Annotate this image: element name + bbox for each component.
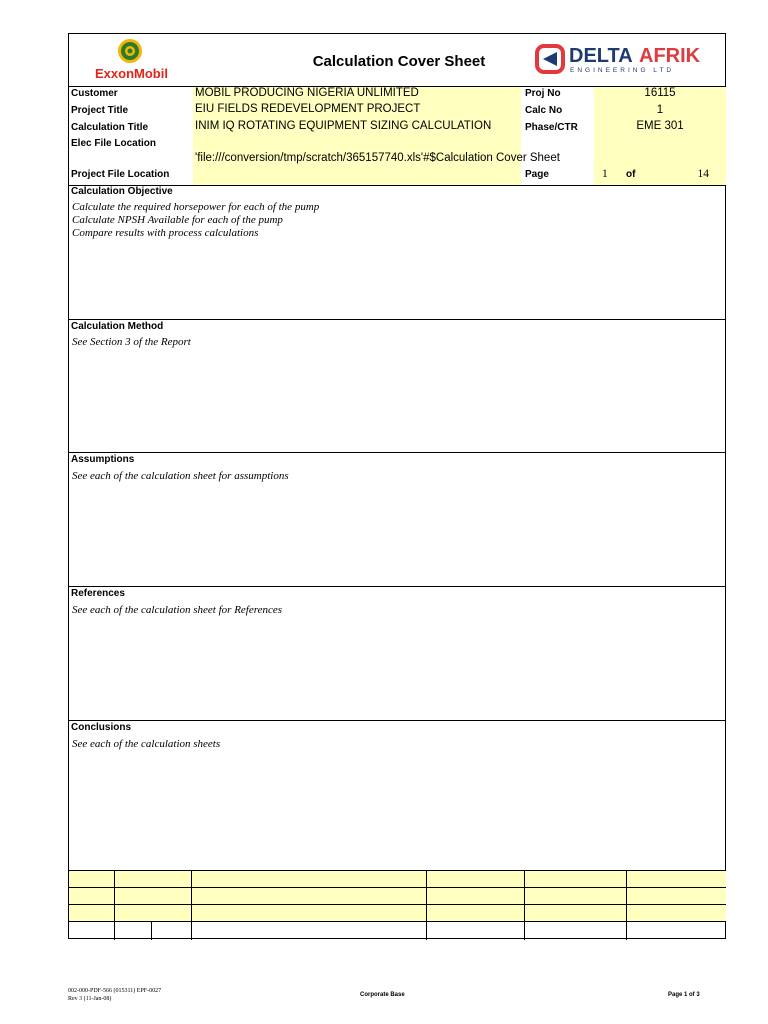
calc-title-label: Calculation Title — [71, 122, 149, 133]
project-file-label: Project File Location — [71, 169, 170, 180]
objective-label: Calculation Objective — [71, 186, 173, 197]
assumptions-label: Assumptions — [71, 454, 135, 465]
footer-revision: Rev 3 (11-Jan-08) — [68, 996, 112, 1002]
info-values-fill — [193, 86, 521, 185]
conclusions-text: See each of the calculation sheets — [72, 738, 221, 750]
exxonmobil-logo — [93, 36, 173, 84]
proj-no-value: 16115 — [644, 87, 676, 99]
elec-file-label: Elec File Location — [71, 138, 157, 149]
references-label: References — [71, 588, 125, 599]
objective-line-2: Calculate NPSH Available for each of the pump — [72, 214, 283, 226]
method-label: Calculation Method — [71, 321, 164, 332]
project-title-value: EIU FIELDS REDEVELOPMENT PROJECT — [195, 103, 421, 115]
svg-text:AFRIK: AFRIK — [639, 45, 701, 67]
page-value: 1 — [602, 168, 608, 180]
calc-no-label: Calc No — [525, 105, 563, 116]
customer-value: MOBIL PRODUCING NIGERIA UNLIMITED — [195, 87, 419, 99]
objective-line-1: Calculate the required horsepower for each of the pump — [72, 201, 320, 213]
assumptions-text: See each of the calculation sheet for assumptions — [72, 470, 289, 482]
svg-text:DELTA: DELTA — [569, 45, 633, 67]
footer-doc-number: 002-000-PDF-566 (015311) EPF-0027 — [68, 988, 162, 994]
objective-line-3: Compare results with process calculations — [72, 227, 259, 239]
page-label: Page — [525, 169, 549, 180]
footer-page: Page 1 of 3 — [668, 992, 700, 998]
phase-label: Phase/CTR — [525, 122, 578, 133]
cover-sheet — [68, 33, 726, 939]
conclusions-label: Conclusions — [71, 722, 132, 733]
exxonmobil-wordmark: ExxonMobil — [95, 66, 168, 81]
svg-text:ENGINEERING LTD: ENGINEERING LTD — [570, 67, 675, 74]
calc-no-value: 1 — [656, 104, 664, 116]
of-value: 14 — [697, 168, 709, 180]
deltaafrik-logo — [535, 42, 725, 82]
of-label: of — [626, 169, 636, 180]
customer-label: Customer — [71, 88, 118, 99]
elec-file-value: 'file:///conversion/tmp/scratch/365157740.xls'#$Calculation Cover Sheet — [195, 152, 560, 164]
proj-no-label: Proj No — [525, 88, 561, 99]
method-text: See Section 3 of the Report — [72, 336, 191, 348]
page-title: Calculation Cover Sheet — [312, 53, 486, 70]
calc-title-value: INIM IQ ROTATING EQUIPMENT SIZING CALCULATION — [195, 120, 492, 132]
footer-center: Corporate Base — [360, 992, 405, 998]
project-title-label: Project Title — [71, 105, 129, 116]
references-text: See each of the calculation sheet for References — [72, 604, 283, 616]
phase-value: EME 301 — [636, 120, 684, 132]
signoff-fill — [69, 870, 726, 921]
